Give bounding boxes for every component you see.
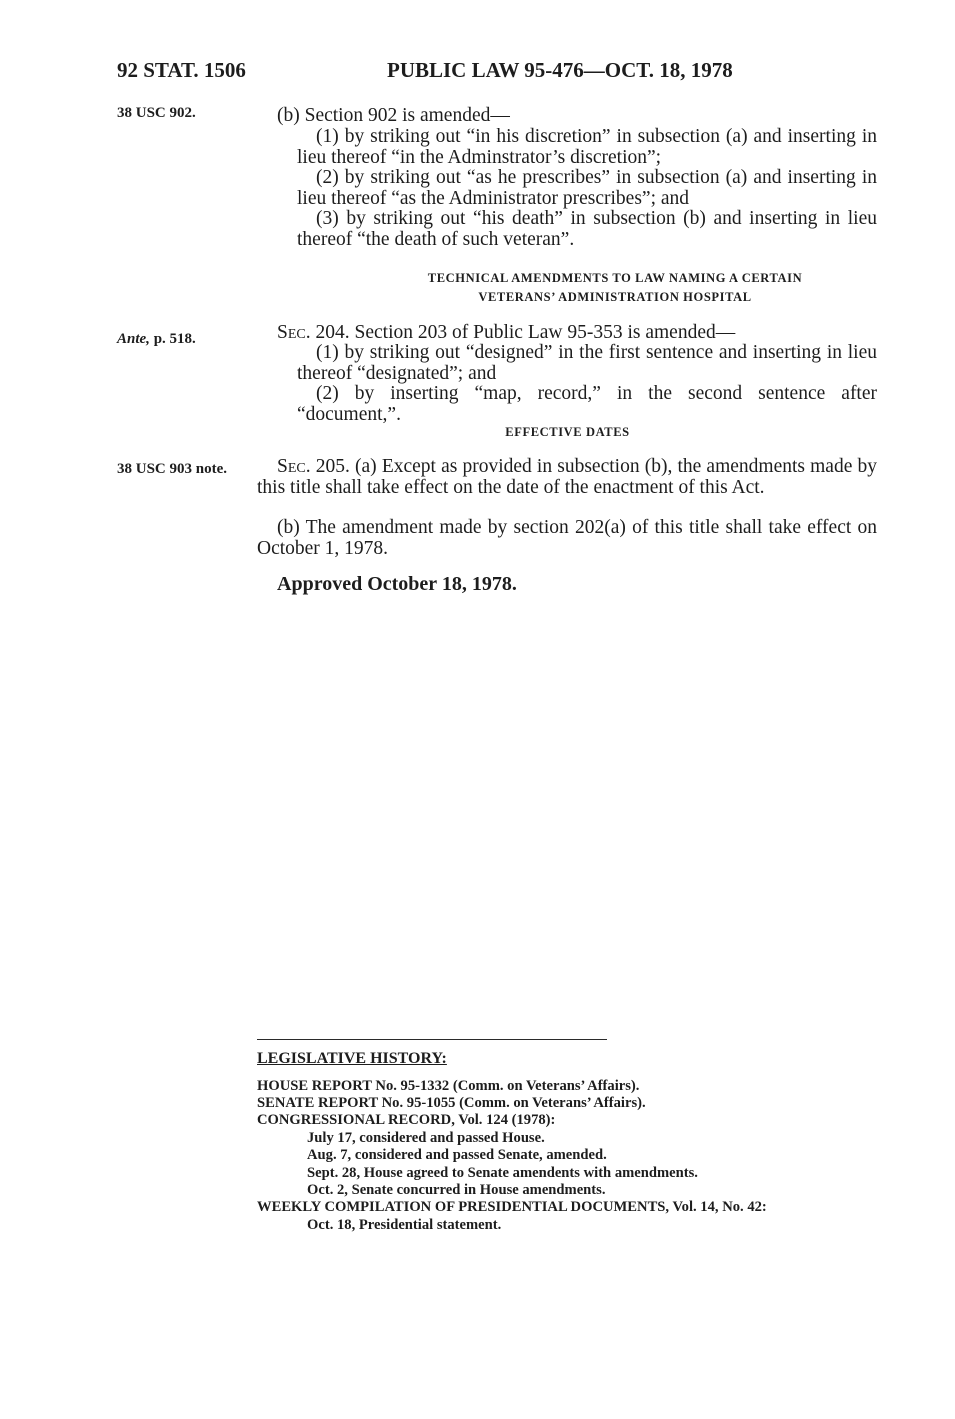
statute-page-reference: 92 STAT. 1506 <box>117 58 246 82</box>
margin-note-usc-902: 38 USC 902. <box>117 105 196 121</box>
legislative-history-divider <box>257 1039 607 1040</box>
weekly-compilation-entry: Oct. 18, Presidential statement. <box>307 1217 502 1233</box>
heading-effective-dates: EFFECTIVE DATES <box>505 425 630 439</box>
weekly-compilation: WEEKLY COMPILATION OF PRESIDENTIAL DOCUMENTS, Vol. 14, No. 42: <box>257 1199 767 1215</box>
senate-report: SENATE REPORT No. 95-1055 (Comm. on Veterans’ Affairs). <box>257 1095 646 1111</box>
approval-date: Approved October 18, 1978. <box>277 573 517 595</box>
section-205-para-b: (b) The amendment made by section 202(a) of this title shall take effect on October 1, 1978. <box>257 517 877 559</box>
margin-note-ante-italic: Ante, <box>117 331 150 347</box>
record-entry: Aug. 7, considered and passed Senate, amended. <box>307 1147 607 1163</box>
section-204-intro <box>277 323 877 344</box>
section-b-item-2: (2) by striking out “as he prescribes” in subsection (a) and inserting in lieu thereof “as the Administrator prescribes”; and <box>297 167 877 209</box>
section-205-para-a <box>257 457 877 498</box>
margin-note-ante-page: p. 518. <box>149 331 196 347</box>
congressional-record: CONGRESSIONAL RECORD, Vol. 124 (1978): <box>257 1112 556 1128</box>
section-204-intro-text: Section 203 of Public Law 95-353 is amended— <box>349 322 736 343</box>
section-b-intro: (b) Section 902 is amended— <box>277 105 510 126</box>
house-report: HOUSE REPORT No. 95-1332 (Comm. on Veterans’ Affairs). <box>257 1078 640 1094</box>
record-entry: Oct. 2, Senate concurred in House amendments. <box>307 1182 606 1198</box>
section-b-item-1: (1) by striking out “in his discretion” in subsection (a) and inserting in lieu thereof “in the Adminstrator’s discretion”; <box>297 126 877 168</box>
heading-technical-line-1: TECHNICAL AMENDMENTS TO LAW NAMING A CERTAIN <box>427 271 803 285</box>
record-entry: July 17, considered and passed House. <box>307 1130 545 1146</box>
margin-note-ante <box>117 331 196 348</box>
section-204-item-1: (1) by striking out “designed” in the first sentence and inserting in lieu thereof “designated”; and <box>297 342 877 384</box>
section-205-label: Sec. 205. <box>277 456 350 477</box>
section-b-item-3: (3) by striking out “his death” in subsection (b) and inserting in lieu thereof “the death of such veteran”. <box>297 208 877 250</box>
legislative-history-title: LEGISLATIVE HISTORY: <box>257 1050 447 1067</box>
law-title-header: PUBLIC LAW 95-476—OCT. 18, 1978 <box>387 58 733 82</box>
record-entry: Sept. 28, House agreed to Senate amendents with amendments. <box>307 1165 698 1181</box>
section-204-item-2: (2) by inserting “map, record,” in the second sentence after “document,”. <box>297 383 877 425</box>
section-205-para-a-text: (a) Except as provided in subsection (b), the amendments made by this title shall take effect on the date of the enactment of this Act. <box>257 456 877 498</box>
margin-note-usc-903-note: 38 USC 903 note. <box>117 461 228 477</box>
section-204-label: Sec. 204. <box>277 322 350 343</box>
heading-technical-line-2: VETERANS’ ADMINISTRATION HOSPITAL <box>478 290 752 304</box>
heading-technical-amendments <box>340 269 890 307</box>
